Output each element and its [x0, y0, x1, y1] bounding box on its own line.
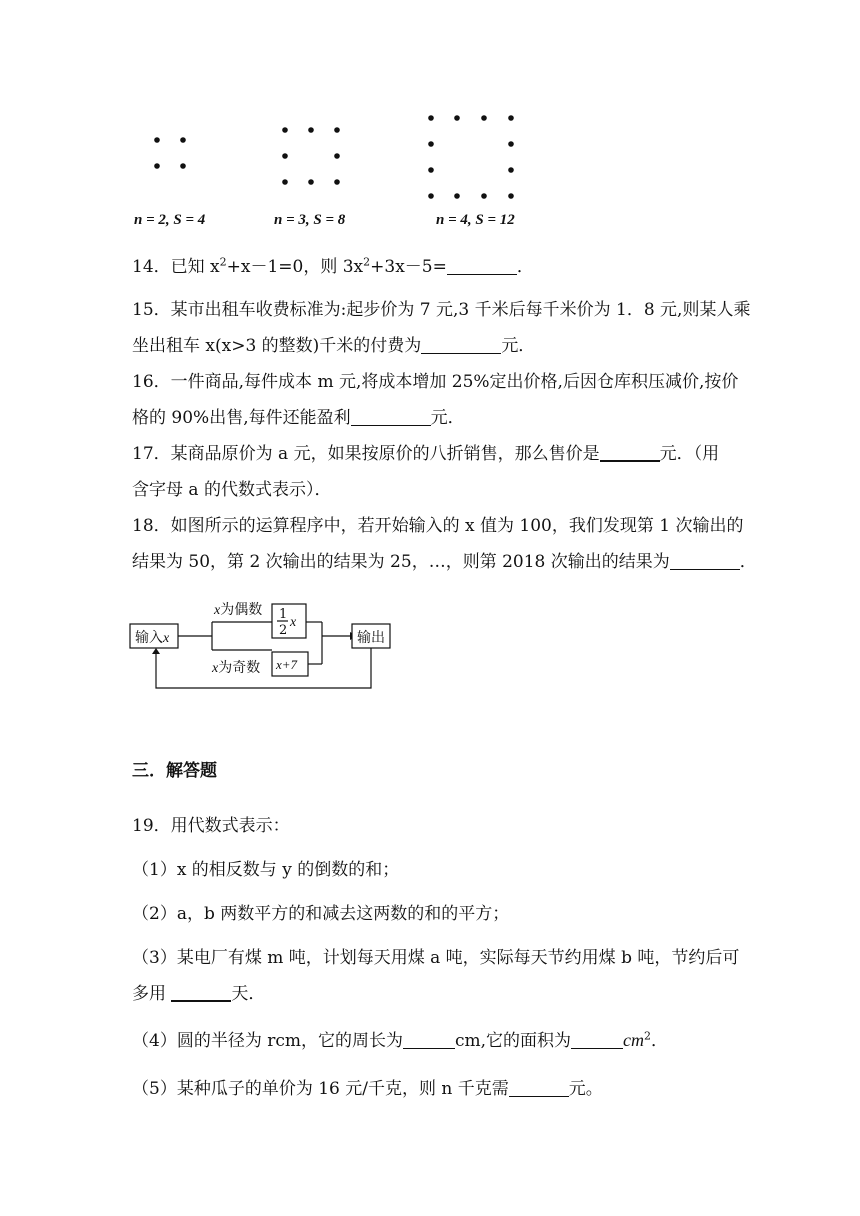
operation-flowchart — [128, 598, 398, 694]
fraction-variable: x — [290, 615, 297, 630]
even-condition: x为偶数 — [214, 602, 263, 618]
fraction-numerator: 1 — [279, 607, 288, 622]
answer-blank-19-3[interactable] — [171, 982, 231, 1002]
figure-n2 — [154, 137, 186, 169]
question-19-part-2: （2）a，b 两数平方的和减去这两数的和的平方； — [132, 904, 510, 924]
figure-n4 — [428, 115, 514, 199]
figure-caption-n4: n = 4, S = 12 — [436, 212, 515, 228]
question-17: 17．某商品原价为 a 元，如果按原价的八折销售，那么售价是 元．（用 含字母 a 的代数式表示）． — [132, 444, 720, 500]
figure-caption-n3: n = 3, S = 8 — [274, 212, 346, 228]
answer-blank-16[interactable] — [351, 407, 431, 426]
answer-blank-18[interactable] — [670, 551, 740, 570]
question-18: 18．如图所示的运算程序中，若开始输入的 x 值为 100，我们发现第 1 次输出的 结果为 50，第 2 次输出的结果为 25，…，则第 2018 次输出的结果为 ． — [132, 516, 757, 572]
dot-pattern-figures — [0, 0, 860, 240]
question-19-part-5: （5）某种瓜子的单价为 16 元/千克，则 n 千克需 元。 — [132, 1079, 603, 1099]
question-19-part-3: （3）某电厂有煤 m 吨，计划每天用煤 a 吨，实际每天节约用煤 b 吨，节约后可 多用 天． — [132, 948, 740, 1004]
question-19-part-4: （4）圆的半径为 rcm，它的周长为 cm,它的面积为 $cm^2$． — [132, 1029, 669, 1051]
figure-caption-n2: n = 2, S = 4 — [134, 212, 206, 228]
input-label: 输入x — [135, 630, 170, 646]
figure-n3 — [282, 127, 340, 185]
question-14: 14．已知 $x^2+x-1=0$，则 $3x^2+3x-5=$ ． — [132, 255, 534, 277]
fraction-denominator: 2 — [279, 623, 288, 638]
question-19-intro: 19．用代数式表示： — [132, 816, 290, 836]
question-15: 15．某市出租车收费标准为:起步价为 7 元,3 千米后每千米价为 1．8 元,则某人乘 坐出租车 x(x>3 的整数)千米的付费为 元． — [132, 300, 751, 356]
add-label: x+7 — [276, 657, 298, 672]
question-19-part-1: （1）x 的相反数与 y 的倒数的和； — [132, 860, 400, 880]
answer-blank-19-4b[interactable] — [571, 1030, 623, 1049]
section-title: 三．解答题 — [132, 761, 217, 781]
answer-blank-14[interactable] — [447, 256, 517, 275]
output-label: 输出 — [357, 630, 385, 646]
odd-condition: x为奇数 — [212, 660, 261, 676]
question-16: 16．一件商品,每件成本 m 元,将成本增加 25%定出价格,后因仓库积压减价,按价 格的 90%出售,每件还能盈利 元． — [132, 372, 739, 428]
answer-blank-15[interactable] — [421, 335, 501, 354]
answer-blank-19-5[interactable] — [509, 1078, 569, 1097]
answer-blank-17[interactable] — [600, 442, 660, 462]
answer-blank-19-4a[interactable] — [403, 1030, 455, 1049]
